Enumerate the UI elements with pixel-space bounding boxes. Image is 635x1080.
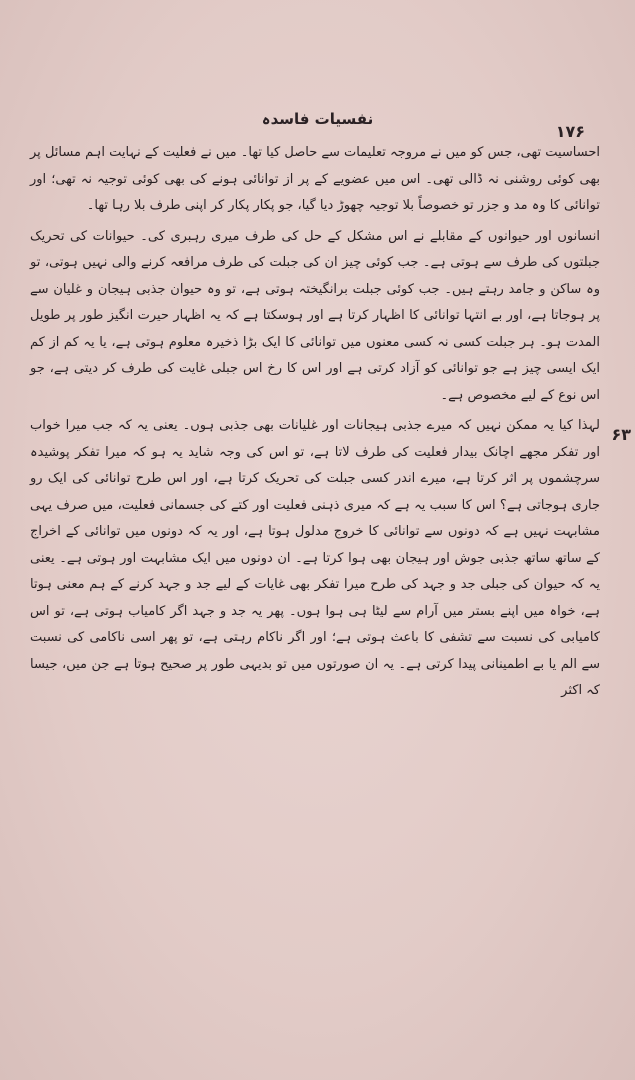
margin-note: ۶۳	[611, 425, 631, 444]
body-text	[30, 140, 600, 705]
page-header	[40, 110, 595, 140]
paragraph: لہذا کیا یہ ممکن نہیں کہ میرے جذبی ہیجانات اور غلیانات بھی جذبی ہوں۔ یعنی یہ کہ جب میرا خواب اور تفکر مجھے اچانک بیدار فعلیت کی طرف لاتا ہے، تو اس کی وجہ شاید یہ ہو کہ میرا تفکر پوشیدہ سرچشموں پر اثر کرتا ہے، میرے اندر کسی جبلت کی تحریک کرتا ہے، اور اس طرح توانائی کی ایک رو جاری ہوجاتی ہے؟ اس کا سبب یہ ہے کہ میری ذہنی فعلیت اور کتے کی جسمانی فعلیت، میں صرف یہی مشابہت نہیں ہے کہ دونوں سے توانائی کا خروج مدلول ہوتا ہے، اور یہ کہ دونوں میں توانائی کے اخراج کے ساتھ ساتھ جذبی جوش اور ہیجان بھی ہوا کرتا ہے۔ ان دونوں میں ایک مشابہت اور ہوتی ہے۔ یعنی یہ کہ حیوان کی جبلی جد و جہد کی طرح میرا تفکر بھی غایات کے لیے جد و جہد کرنے کے ہم معنی ہوتا ہے، خواہ میں اپنے بستر میں آرام سے لیٹا ہی ہوا ہوں۔ پھر یہ جد و جہد اگر کامیاب ہوتی ہے، تو اس کامیابی کی نسبت سے تشفی کا باعث ہوتی ہے؛ اور اگر ناکام رہتی ہے، تو پھر اسی ناکامی کی نسبت سے الم یا بے اطمینانی پیدا کرتی ہے۔ یہ ان صورتوں میں تو بدیہی طور پر صحیح ہوتا ہے جن میں، جیسا کہ اکثر	[30, 418, 600, 698]
page-number: ۱۷۶	[555, 122, 585, 141]
running-title: نفسیات فاسدہ	[261, 110, 374, 128]
paragraph: انسانوں اور حیوانوں کے مقابلے نے اس مشکل کے حل کی طرف میری رہبری کی۔ حیوانات کی تحریک جبلتوں کی طرف سے ہوتی ہے۔ جب کوئی چیز ان کی جبلت کی طرف مرافعہ کرنے والی نہیں ہوتی، تو وہ ساکن و جامد رہتے ہیں۔ جب کوئی جبلت برانگیختہ ہوتی ہے، تو وہ حیوان جذبی ہیجان و غلیان سے پر ہوجاتا ہے، اور بے انتہا توانائی کا اظہار کرتا ہے اور ہوسکتا ہے کہ یہ اظہار حیرت انگیز طور پر طویل المدت ہو۔ ہر جبلت کسی نہ کسی معنوں میں توانائی کا ایک بڑا ذخیرہ معلوم ہوتی ہے، یا یہ کم از کم ایک ایسی چیز ہے جو توانائی کو آزاد کرتی ہے اور اس کا رخ اس جبلی غایت کی طرف کر دیتی ہے، جو اس نوع کے لیے مخصوص ہے۔	[30, 228, 600, 403]
paragraph: احساسیت تھی، جس کو میں نے مروجہ تعلیمات سے حاصل کیا تھا۔ میں نے فعلیت کے نہایت اہم مسائل پر بھی کوئی روشنی نہ ڈالی تھی۔ اس میں عضویے کے پر از توانائی ہونے کی بھی کوئی توجیہ نہ تھی؛ اور توانائی کا وہ مد و جزر تو خصوصاً بلا توجیہ چھوڑ دیا گیا، جو پکار پکار کر اپنی طرف بلا رہا تھا۔	[30, 145, 600, 213]
